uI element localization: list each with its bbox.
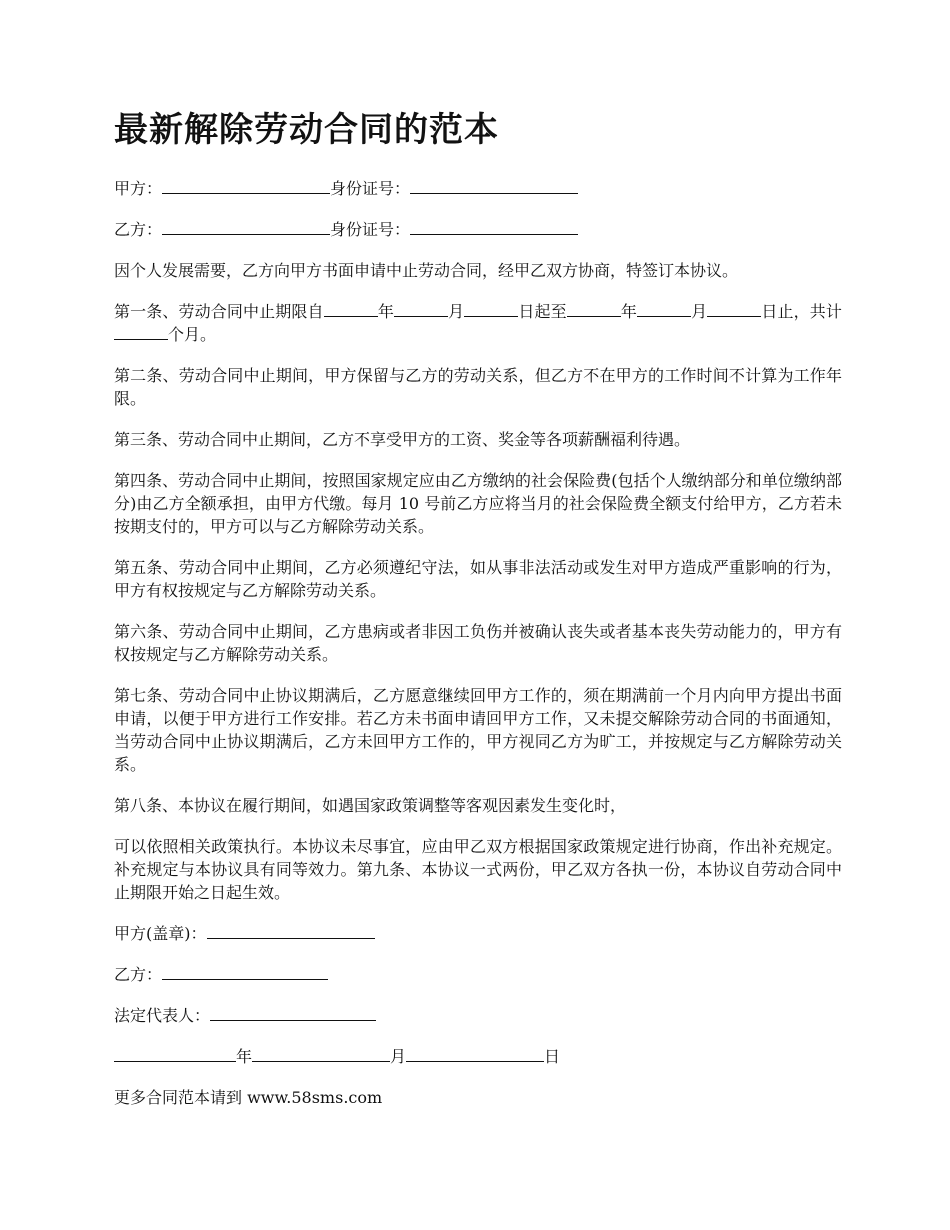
article-1-year2: 年: [620, 301, 638, 321]
start-year-blank: [324, 300, 378, 317]
party-a-id-blank: [410, 177, 578, 194]
end-month-blank: [637, 300, 691, 317]
article-4: 第四条、劳动合同中止期间，按照国家规定应由乙方缴纳的社会保险费(包括个人缴纳部分和单位缴纳部分)由乙方全额承担，由甲方代缴。每月 10 号前乙方应将当月的社会保险费全额支付给甲方，乙方若未按期支付的，甲方可以与乙方解除劳动关系。: [114, 470, 842, 536]
article-1-year: 年: [377, 301, 394, 321]
article-1-suffix: 个月。: [168, 324, 217, 344]
article-7: 第七条、劳动合同中止协议期满后，乙方愿意继续回甲方工作的，须在期满前一个月内向甲方提出书面申请，以便于甲方进行工作安排。若乙方未书面申请回甲方工作，又未提交解除劳动合同的书面通知，当劳动合同中止协议期满后，乙方未回甲方工作的，甲方视同乙方为旷工，并按规定与乙方解除劳动关系。: [114, 685, 842, 774]
party-b-id-blank: [410, 218, 578, 235]
footer-note: 更多合同范本请到 www.58sms.com: [114, 1087, 383, 1107]
party-a-name-blank: [162, 177, 330, 194]
months-count-blank: [114, 323, 168, 340]
legal-rep-blank: [210, 1004, 376, 1021]
article-1-month2: 月: [691, 301, 708, 321]
party-b-label: 乙方：: [114, 219, 163, 239]
intro-paragraph: 因个人发展需要，乙方向甲方书面申请中止劳动合同，经甲乙双方协商，特签订本协议。: [114, 260, 739, 280]
party-b-sign-blank: [162, 963, 328, 980]
end-year-blank: [567, 300, 621, 317]
article-6: 第六条、劳动合同中止期间，乙方患病或者非因工负伤并被确认丧失或者基本丧失劳动能力的，甲方有权按规定与乙方解除劳动关系。: [114, 621, 842, 664]
document-title: 最新解除劳动合同的范本: [114, 110, 499, 150]
start-month-blank: [394, 300, 448, 317]
legal-rep-label: 法定代表人：: [114, 1005, 211, 1025]
party-a-id-label: 身份证号：: [330, 178, 411, 198]
sign-month-blank: [252, 1045, 390, 1062]
party-a-line: [114, 177, 842, 200]
end-day-blank: [707, 300, 761, 317]
date-year-label: 年: [236, 1046, 253, 1066]
party-b-sign-line: [114, 963, 842, 986]
article-1: [114, 300, 842, 346]
article-5: 第五条、劳动合同中止期间，乙方必须遵纪守法，如从事非法活动或发生对甲方造成严重影响的行为，甲方有权按规定与乙方解除劳动关系。: [114, 557, 842, 600]
article-2: 第二条、劳动合同中止期间，甲方保留与乙方的劳动关系，但乙方不在甲方的工作时间不计算为工作年限。: [114, 365, 842, 408]
article-1-day-to: 日起至: [518, 301, 567, 321]
party-b-line: [114, 218, 842, 241]
date-day-label: 日: [544, 1046, 561, 1066]
date-line: [114, 1045, 842, 1068]
party-b-sign-label: 乙方：: [114, 964, 163, 984]
document-page: [114, 110, 842, 1127]
article-1-month: 月: [447, 301, 465, 321]
article-8: 第八条、本协议在履行期间，如遇国家政策调整等客观因素发生变化时，: [114, 795, 627, 815]
article-3: 第三条、劳动合同中止期间，乙方不享受甲方的工资、奖金等各项薪酬福利待遇。: [114, 429, 691, 449]
article-1-day-end: 日止，共计: [761, 301, 842, 321]
sign-day-blank: [406, 1045, 544, 1062]
start-day-blank: [464, 300, 518, 317]
party-a-seal-label: 甲方(盖章)：: [114, 923, 207, 943]
party-a-seal-blank: [207, 922, 375, 939]
article-8-continued: 可以依照相关政策执行。本协议未尽事宜，应由甲乙双方根据国家政策规定进行协商，作出补充规定。补充规定与本协议具有同等效力。第九条、本协议一式两份，甲乙双方各执一份，本协议自劳动合同中止期限开始之日起生效。: [114, 836, 842, 902]
article-1-prefix: 第一条、劳动合同中止期限自: [114, 301, 324, 321]
date-month-label: 月: [390, 1046, 407, 1066]
party-b-name-blank: [162, 218, 330, 235]
legal-rep-line: [114, 1004, 842, 1027]
sign-year-blank: [114, 1045, 236, 1062]
party-a-label: 甲方：: [114, 178, 163, 198]
party-a-seal-line: [114, 922, 842, 945]
party-b-id-label: 身份证号：: [330, 219, 411, 239]
